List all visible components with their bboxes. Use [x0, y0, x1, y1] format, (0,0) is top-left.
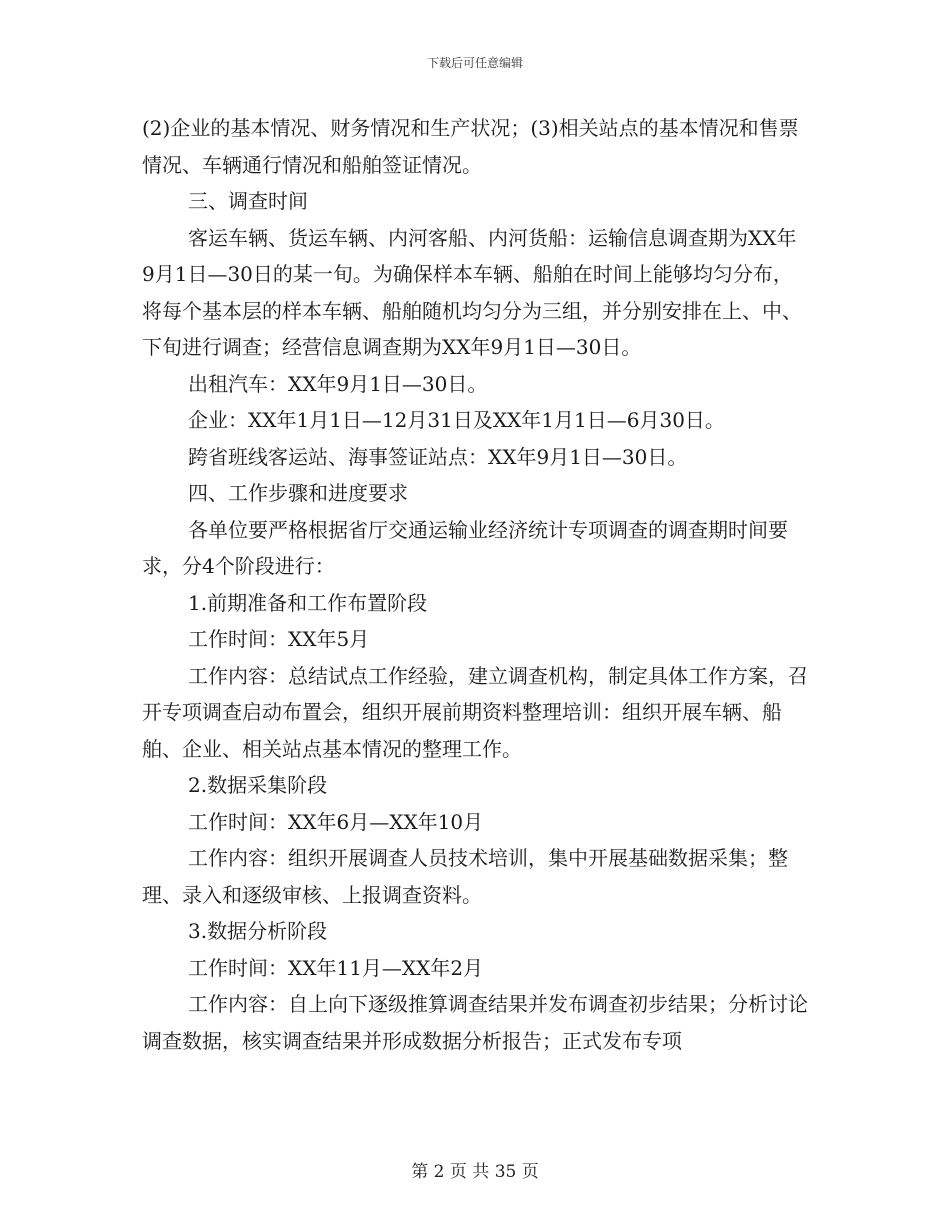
page-header: 下载后可任意编辑 [426, 56, 523, 70]
paragraph: 工作内容：组织开展调查人员技术培训，集中开展基础数据采集；整理、录入和逐级审核、上报调查资料。 [142, 846, 788, 907]
paragraph: 工作时间：XX年6月—XX年10月 [188, 809, 484, 834]
paragraph: 企业：XX年1月1日—12月31日及XX年1月1日—6月30日。 [188, 408, 725, 432]
paragraph: (2)企业的基本情况、财务情况和生产状况；(3)相关站点的基本情况和售票情况、车辆通行情况和船舶签证情况。 [142, 116, 799, 177]
section-heading: 四、工作步骤和进度要求 [188, 481, 408, 505]
paragraph: 工作内容：自上向下逐级推算调查结果并发布调查初步结果；分析讨论调查数据，核实调查结果并形成数据分析报告；正式发布专项 [142, 992, 808, 1053]
subsection-heading: 1.前期准备和工作布置阶段 [188, 590, 428, 615]
paragraph: 工作内容：总结试点工作经验，建立调查机构，制定具体工作方案，召开专项调查启动布置会，组织开展前期资料整理培训：组织开展车辆、船舶、企业、相关站点基本情况的整理工作。 [142, 663, 808, 761]
paragraph: 工作时间：XX年5月 [188, 627, 370, 651]
subsection-heading: 3.数据分析阶段 [188, 919, 328, 943]
paragraph: 工作时间：XX年11月—XX年2月 [188, 955, 484, 980]
page-footer: 第 2 页 共 35 页 [411, 1162, 539, 1182]
subsection-heading: 2.数据采集阶段 [188, 773, 328, 797]
document-body [142, 110, 808, 1059]
section-heading: 三、调查时间 [188, 189, 308, 213]
paragraph: 跨省班线客运站、海事签证站点：XX年9月1日—30日。 [188, 444, 688, 469]
paragraph: 客运车辆、货运车辆、内河客船、内河货船：运输信息调查期为XX年9月1日—30日的某一旬。为确保样本车辆、船舶在时间上能够均匀分布，将每个基本层的样本车辆、船舶随机均匀分为三组，并分别安排在上、中、下旬进行调查；经营信息调查期为XX年9月1日—30日。 [142, 225, 802, 359]
paragraph: 各单位要严格根据省厅交通运输业经济统计专项调查的调查期时间要求，分4个阶段进行： [142, 517, 788, 578]
paragraph: 出租汽车：XX年9月1日—30日。 [188, 371, 488, 396]
